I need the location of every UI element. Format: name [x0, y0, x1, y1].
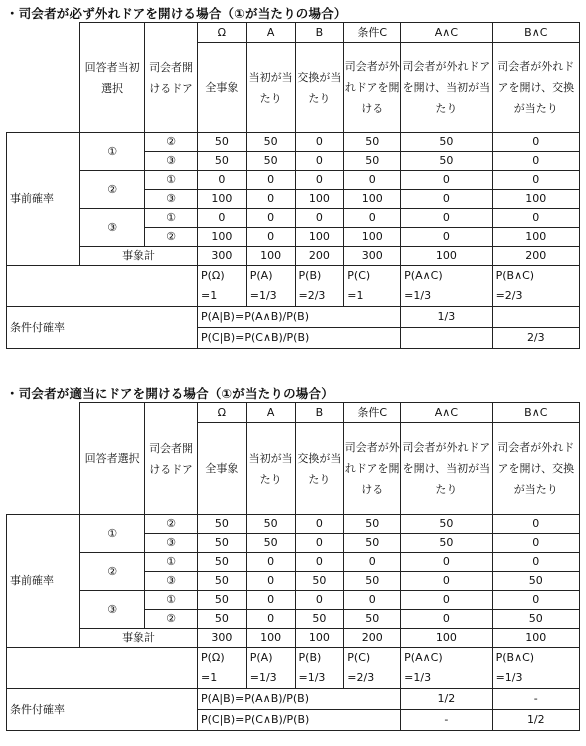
- value-cell: 0: [344, 209, 401, 228]
- column-header: Ω: [197, 23, 246, 43]
- value-cell: 0: [246, 591, 295, 610]
- probability-value: =1/3: [404, 289, 432, 302]
- probability-name: P(B∧C): [495, 651, 535, 664]
- column-header: B∧C: [492, 23, 579, 43]
- answer-choice-header: 回答者選択: [80, 403, 145, 515]
- value-cell: 0: [344, 553, 401, 572]
- value-cell: 0: [246, 572, 295, 591]
- probability-value: =1: [200, 289, 218, 302]
- probability-value: =2/3: [298, 289, 326, 302]
- value-cell: 0: [295, 209, 344, 228]
- conditional-bc-value: 1/2: [492, 710, 579, 731]
- host-door-cell: ③: [145, 572, 198, 591]
- table-row: [7, 515, 580, 534]
- table-row: [7, 553, 580, 572]
- conditional-bc-value: 2/3: [492, 328, 579, 349]
- corner-blank: [7, 23, 80, 133]
- probability-cell: [295, 648, 344, 689]
- probability-name: P(Ω): [200, 269, 225, 282]
- column-header: B: [295, 23, 344, 43]
- value-cell: 0: [295, 534, 344, 553]
- value-cell: 100: [295, 228, 344, 247]
- host-door-header: 司会者開けるドア: [145, 23, 198, 133]
- host-door-cell: ③: [145, 152, 198, 171]
- column-header: A: [246, 23, 295, 43]
- value-cell: 0: [295, 591, 344, 610]
- value-cell: 0: [295, 171, 344, 190]
- section2-table: [6, 402, 580, 731]
- value-cell: 100: [344, 228, 401, 247]
- probability-cell: [401, 266, 492, 307]
- column-description: 交換が当たり: [295, 43, 344, 133]
- value-cell: 0: [344, 591, 401, 610]
- value-cell: 50: [246, 534, 295, 553]
- value-cell: 0: [492, 133, 579, 152]
- column-header: A: [246, 403, 295, 423]
- total-cell: 200: [492, 247, 579, 266]
- total-label: 事象計: [80, 629, 198, 648]
- value-cell: 50: [344, 515, 401, 534]
- conditional-ac-value: 1/2: [401, 689, 492, 710]
- conditional-ac-value: [401, 328, 492, 349]
- value-cell: 50: [246, 152, 295, 171]
- value-cell: 50: [344, 610, 401, 629]
- column-header: A∧C: [401, 23, 492, 43]
- probability-cell: [401, 648, 492, 689]
- conditional-ac-value: -: [401, 710, 492, 731]
- total-cell: 300: [197, 629, 246, 648]
- value-cell: 50: [344, 572, 401, 591]
- host-door-cell: ②: [145, 133, 198, 152]
- value-cell: 50: [197, 534, 246, 553]
- value-cell: 0: [401, 209, 492, 228]
- value-cell: 50: [197, 610, 246, 629]
- total-cell: 100: [401, 247, 492, 266]
- value-cell: 100: [492, 190, 579, 209]
- value-cell: 50: [246, 133, 295, 152]
- value-cell: 0: [246, 190, 295, 209]
- probability-cell: [197, 266, 246, 307]
- column-description: 当初が当たり: [246, 43, 295, 133]
- host-door-cell: ①: [145, 171, 198, 190]
- value-cell: 0: [401, 171, 492, 190]
- host-door-cell: ②: [145, 228, 198, 247]
- probability-value: =2/3: [495, 289, 523, 302]
- column-header: 条件C: [344, 403, 401, 423]
- value-cell: 0: [401, 591, 492, 610]
- answer-choice-cell: ②: [80, 171, 145, 209]
- conditional-formula: P(C|B)=P(C∧B)/P(B): [197, 328, 400, 349]
- host-door-header: 司会者開けるドア: [145, 403, 198, 515]
- probability-value: =2/3: [347, 671, 375, 684]
- probability-name: P(C): [347, 269, 371, 282]
- value-cell: 50: [492, 610, 579, 629]
- probability-name: P(A∧C): [404, 651, 443, 664]
- value-cell: 0: [344, 171, 401, 190]
- table-row: [7, 591, 580, 610]
- host-door-cell: ①: [145, 209, 198, 228]
- probability-cell: [246, 266, 295, 307]
- probability-cell: [492, 266, 579, 307]
- value-cell: 50: [401, 515, 492, 534]
- column-header: A∧C: [401, 403, 492, 423]
- total-cell: 100: [246, 629, 295, 648]
- total-cell: 100: [246, 247, 295, 266]
- value-cell: 0: [492, 515, 579, 534]
- conditional-probability-label: 条件付確率: [7, 689, 198, 731]
- column-header: B∧C: [492, 403, 579, 423]
- table-row: [7, 133, 580, 152]
- probability-cell: [295, 266, 344, 307]
- total-cell: 100: [401, 629, 492, 648]
- column-description: 交換が当たり: [295, 423, 344, 515]
- value-cell: 0: [401, 572, 492, 591]
- column-header: 条件C: [344, 23, 401, 43]
- value-cell: 0: [492, 171, 579, 190]
- value-cell: 0: [492, 209, 579, 228]
- value-cell: 50: [197, 133, 246, 152]
- probability-value: =1: [347, 289, 364, 302]
- answer-choice-header: 回答者当初選択: [80, 23, 145, 133]
- table-row: [7, 171, 580, 190]
- probability-value: =1: [200, 671, 218, 684]
- value-cell: 0: [295, 553, 344, 572]
- answer-choice-cell: ①: [80, 515, 145, 553]
- conditional-formula: P(A|B)=P(A∧B)/P(B): [197, 307, 400, 328]
- answer-choice-cell: ③: [80, 209, 145, 247]
- value-cell: 100: [344, 190, 401, 209]
- value-cell: 0: [295, 152, 344, 171]
- probability-name: P(A): [249, 651, 273, 664]
- value-cell: 0: [197, 209, 246, 228]
- value-cell: 50: [295, 610, 344, 629]
- value-cell: 50: [197, 515, 246, 534]
- conditional-bc-value: -: [492, 689, 579, 710]
- probability-name: P(C): [347, 651, 371, 664]
- probability-cell: [344, 266, 401, 307]
- value-cell: 0: [492, 534, 579, 553]
- value-cell: 0: [492, 152, 579, 171]
- section1-table: [6, 22, 580, 349]
- probability-name: P(A): [249, 269, 273, 282]
- total-cell: 100: [492, 629, 579, 648]
- probability-value: =1/3: [495, 671, 523, 684]
- value-cell: 0: [295, 515, 344, 534]
- probability-name: P(B∧C): [495, 269, 535, 282]
- column-description: 司会者が外れドアを開け、当初が当たり: [401, 423, 492, 515]
- section1-title: ・司会者が必ず外れドアを開ける場合（①が当たりの場合）: [6, 6, 347, 21]
- column-description: 司会者が外れドアを開ける: [344, 423, 401, 515]
- value-cell: 50: [344, 152, 401, 171]
- probability-value: =1/3: [404, 671, 432, 684]
- value-cell: 50: [197, 553, 246, 572]
- value-cell: 50: [401, 534, 492, 553]
- value-cell: 0: [401, 190, 492, 209]
- prior-probability-label: 事前確率: [7, 515, 80, 648]
- total-cell: 300: [344, 247, 401, 266]
- probability-name: P(B): [298, 269, 322, 282]
- column-description: 全事象: [197, 43, 246, 133]
- total-cell: 200: [295, 247, 344, 266]
- host-door-cell: ③: [145, 534, 198, 553]
- value-cell: 50: [344, 133, 401, 152]
- column-description: 全事象: [197, 423, 246, 515]
- answer-choice-cell: ③: [80, 591, 145, 629]
- value-cell: 50: [344, 534, 401, 553]
- value-cell: 50: [197, 591, 246, 610]
- probability-cell: [492, 648, 579, 689]
- probability-value: =1/3: [249, 671, 277, 684]
- corner-blank: [7, 403, 80, 515]
- answer-choice-cell: ①: [80, 133, 145, 171]
- conditional-probability-label: 条件付確率: [7, 307, 198, 349]
- conditional-formula: P(C|B)=P(C∧B)/P(B): [197, 710, 400, 731]
- prior-probability-label: 事前確率: [7, 133, 80, 266]
- probability-value: =1/3: [249, 289, 277, 302]
- value-cell: 0: [246, 209, 295, 228]
- probability-cell: [197, 648, 246, 689]
- value-cell: 100: [492, 228, 579, 247]
- value-cell: 0: [246, 171, 295, 190]
- total-cell: 200: [344, 629, 401, 648]
- value-cell: 100: [197, 190, 246, 209]
- column-description: 司会者が外れドアを開け、交換が当たり: [492, 423, 579, 515]
- value-cell: 0: [246, 553, 295, 572]
- total-cell: 300: [197, 247, 246, 266]
- prob-blank: [7, 648, 198, 689]
- section2-title: ・司会者が適当にドアを開ける場合（①が当たりの場合）: [6, 386, 334, 401]
- value-cell: 100: [295, 190, 344, 209]
- column-header: Ω: [197, 403, 246, 423]
- conditional-formula: P(A|B)=P(A∧B)/P(B): [197, 689, 400, 710]
- column-description: 司会者が外れドアを開け、当初が当たり: [401, 43, 492, 133]
- value-cell: 0: [401, 610, 492, 629]
- value-cell: 0: [246, 610, 295, 629]
- value-cell: 0: [492, 553, 579, 572]
- value-cell: 50: [197, 152, 246, 171]
- value-cell: 0: [401, 228, 492, 247]
- table-row: [7, 209, 580, 228]
- column-description: 司会者が外れドアを開け、交換が当たり: [492, 43, 579, 133]
- value-cell: 50: [401, 133, 492, 152]
- probability-name: P(A∧C): [404, 269, 443, 282]
- host-door-cell: ③: [145, 190, 198, 209]
- value-cell: 50: [197, 572, 246, 591]
- value-cell: 50: [246, 515, 295, 534]
- probability-name: P(B): [298, 651, 322, 664]
- host-door-cell: ①: [145, 591, 198, 610]
- column-description: 当初が当たり: [246, 423, 295, 515]
- value-cell: 50: [401, 152, 492, 171]
- answer-choice-cell: ②: [80, 553, 145, 591]
- value-cell: 0: [492, 591, 579, 610]
- host-door-cell: ①: [145, 553, 198, 572]
- prob-blank: [7, 266, 198, 307]
- host-door-cell: ②: [145, 515, 198, 534]
- total-cell: 100: [295, 629, 344, 648]
- conditional-bc-value: [492, 307, 579, 328]
- value-cell: 50: [295, 572, 344, 591]
- value-cell: 0: [401, 553, 492, 572]
- value-cell: 0: [295, 133, 344, 152]
- column-header: B: [295, 403, 344, 423]
- value-cell: 50: [492, 572, 579, 591]
- value-cell: 0: [197, 171, 246, 190]
- conditional-ac-value: 1/3: [401, 307, 492, 328]
- total-label: 事象計: [80, 247, 198, 266]
- value-cell: 0: [246, 228, 295, 247]
- probability-value: =1/3: [298, 671, 326, 684]
- probability-cell: [344, 648, 401, 689]
- column-description: 司会者が外れドアを開ける: [344, 43, 401, 133]
- probability-name: P(Ω): [200, 651, 225, 664]
- value-cell: 100: [197, 228, 246, 247]
- host-door-cell: ②: [145, 610, 198, 629]
- probability-cell: [246, 648, 295, 689]
